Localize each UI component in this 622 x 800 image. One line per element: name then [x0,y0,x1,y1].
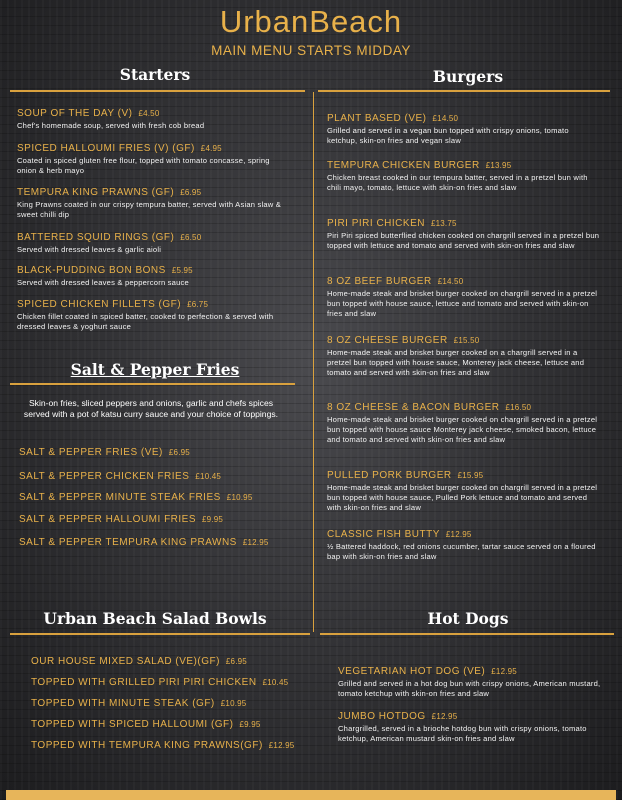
fries-intro: Skin-on fries, sliced peppers and onions, garlic and chefs spices served with a pot of katsu curry sauce and your choice of toppings. [23,398,279,419]
item-description: Home-made steak and brisket burger cooked on a chargrill served in a pretzel bun topped with house sauce, Monterey jack cheese, lettuce and tomato and served with skin-on fries and slaw [327,348,585,377]
starter-item [17,299,299,332]
hotdog-item [338,666,614,699]
burgers-heading: Burgers [432,67,504,86]
item-price: £5.95 [171,266,193,275]
item-description: Chef's homemade soup, served with fresh cob bread [17,121,205,130]
salad-item [31,656,247,667]
item-description: Grilled and served in a hot dog bun with crispy onions, American mustard, tomato ketchup with skin-on fries and slaw [338,679,601,698]
item-name: SALT & PEPPER TEMPURA KING PRAWNS [19,537,237,548]
burger-item [327,402,599,445]
item-name: BLACK-PUDDING BON BONS [17,265,166,276]
menu-tagline: MAIN MENU STARTS MIDDAY [211,43,411,58]
fries-item [19,514,223,525]
item-price: £14.50 [432,114,459,123]
item-name: CLASSIC FISH BUTTY [327,529,440,540]
item-price: £12.95 [431,712,458,721]
fries-rule [10,383,295,385]
item-price: £10.95 [226,493,253,502]
burger-item [327,335,603,378]
item-price: £4.50 [138,109,160,118]
hotdog-item [338,711,614,744]
column-divider [313,92,314,632]
item-price: £6.50 [180,233,202,242]
item-price: £6.75 [187,300,209,309]
item-price: £9.95 [239,720,261,729]
burger-item [327,113,597,146]
item-name: TOPPED WITH TEMPURA KING PRAWNS(GF) [31,740,263,751]
item-price: £15.50 [453,336,480,345]
item-description: Chicken breast cooked in our tempura batter, served in a pretzel bun with chili mayo, tomato, lettuce with skin-on fries and slaw [327,173,588,192]
item-description: Home-made steak and brisket burger cooked on chargrill served in a pretzel bun topped with house sauce, Pulled Pork lettuce and tomato and served with skin-on fries and slaw [327,483,598,512]
item-description: Chicken fillet coated in spiced batter, cooked to perfection & served with dressed leaves & yoghurt sauce [17,312,274,331]
item-description: Served with dressed leaves & peppercorn sauce [17,278,189,287]
fries-item [19,471,221,482]
item-price: £14.50 [437,277,464,286]
item-price: £13.75 [430,219,457,228]
item-name: VEGETARIAN HOT DOG (VE) [338,666,486,677]
item-name: PLANT BASED (VE) [327,113,427,124]
burger-item [327,160,599,193]
item-price: £6.95 [180,188,202,197]
item-price: £12.95 [268,741,295,750]
starter-item [17,108,299,131]
item-price: £6.95 [168,448,190,457]
item-price: £10.45 [262,678,289,687]
starters-heading: Starters [119,65,191,84]
item-name: TEMPURA CHICKEN BURGER [327,160,480,171]
item-name: SPICED HALLOUMI FRIES (V) (GF) [17,143,195,154]
salads-rule [10,633,310,635]
item-name: PULLED PORK BURGER [327,470,452,481]
item-description: King Prawns coated in our crispy tempura batter, served with Asian slaw & sweet chilli dip [17,200,282,219]
hotdogs-rule [320,633,614,635]
item-description: Home-made steak and brisket burger cooked on chargrill served in a pretzel bun topped with house sauce Monterey jack cheese, smoked bacon, lettuce and tomato and served with skin-on fries and slaw [327,415,598,444]
item-description: Home-made steak and brisket burger cooked on chargrill served in a pretzel bun topped with house sauce, lettuce and tomato and served with skin-on fries and slaw [327,289,598,318]
item-name: 8 OZ BEEF BURGER [327,276,432,287]
starter-item [17,143,279,176]
fries-item [19,537,269,548]
item-price: £6.95 [225,657,247,666]
starter-item [17,232,299,255]
item-name: SOUP OF THE DAY (V) [17,108,133,119]
fries-item [19,492,252,503]
item-price: £12.95 [491,667,517,676]
starter-item [17,187,292,220]
item-price: £10.95 [220,699,247,708]
fries-item [19,447,190,458]
item-description: ½ Battered haddock, red onions cucumber, tartar sauce served on a floured bap with skin-on fries and slaw [327,542,596,561]
item-name: BATTERED SQUID RINGS (GF) [17,232,175,243]
item-name: PIRI PIRI CHICKEN [327,218,425,229]
item-name: SALT & PEPPER FRIES (VE) [19,447,163,458]
item-price: £16.50 [505,403,532,412]
item-name: TOPPED WITH GRILLED PIRI PIRI CHICKEN [31,677,257,688]
item-name: TEMPURA KING PRAWNS (GF) [17,187,175,198]
item-name: JUMBO HOTDOG [338,711,426,722]
restaurant-logo: UrbanBeach [219,4,403,39]
item-name: OUR HOUSE MIXED SALAD (VE)(GF) [31,656,220,667]
item-description: Coated in spiced gluten free flour, topped with tomato concasse, spring onion & herb mayo [17,156,270,175]
item-name: SALT & PEPPER MINUTE STEAK FRIES [19,492,221,503]
item-price: £12.95 [242,538,269,547]
salad-item [31,677,288,688]
burger-item [327,529,607,562]
hotdogs-heading: Hot Dogs [427,609,509,628]
item-name: SALT & PEPPER CHICKEN FRIES [19,471,190,482]
item-description: Chargrilled, served in a brioche hotdog bun with crispy onions, tomato ketchup, American mustard skin-on fries and slaw [338,724,587,743]
item-description: Served with dressed leaves & garlic aioli [17,245,162,254]
item-description: Grilled and served in a vegan bun topped with crispy onions, tomato ketchup, skin-on fries and vegan slaw [327,126,569,145]
starter-item [17,265,299,288]
burgers-rule [318,90,610,92]
salad-item [31,719,261,730]
item-name: TOPPED WITH SPICED HALLOUMI (GF) [31,719,234,730]
fries-heading: Salt & Pepper Fries [70,360,240,379]
item-price: £15.95 [457,471,484,480]
salad-item [31,740,294,751]
item-name: 8 OZ CHEESE BURGER [327,335,448,346]
item-name: TOPPED WITH MINUTE STEAK (GF) [31,698,215,709]
item-price: £13.95 [485,161,512,170]
salad-item [31,698,246,709]
item-name: SPICED CHICKEN FILLETS (GF) [17,299,182,310]
item-name: SALT & PEPPER HALLOUMI FRIES [19,514,197,525]
starters-rule [10,90,305,92]
item-price: £12.95 [445,530,472,539]
item-name: 8 OZ CHEESE & BACON BURGER [327,402,500,413]
burger-item [327,276,603,319]
item-description: Piri Piri spiced butterflied chicken cooked on chargrill served in a pretzel bun topped with lettuce and tomato and served with skin-on fries and slaw [327,231,600,250]
item-price: £9.95 [202,515,224,524]
item-price: £10.45 [195,472,222,481]
item-price: £4.95 [200,144,222,153]
footer-bar [6,790,616,800]
burger-item [327,218,609,251]
salads-heading: Urban Beach Salad Bowls [43,609,267,628]
burger-item [327,470,599,513]
